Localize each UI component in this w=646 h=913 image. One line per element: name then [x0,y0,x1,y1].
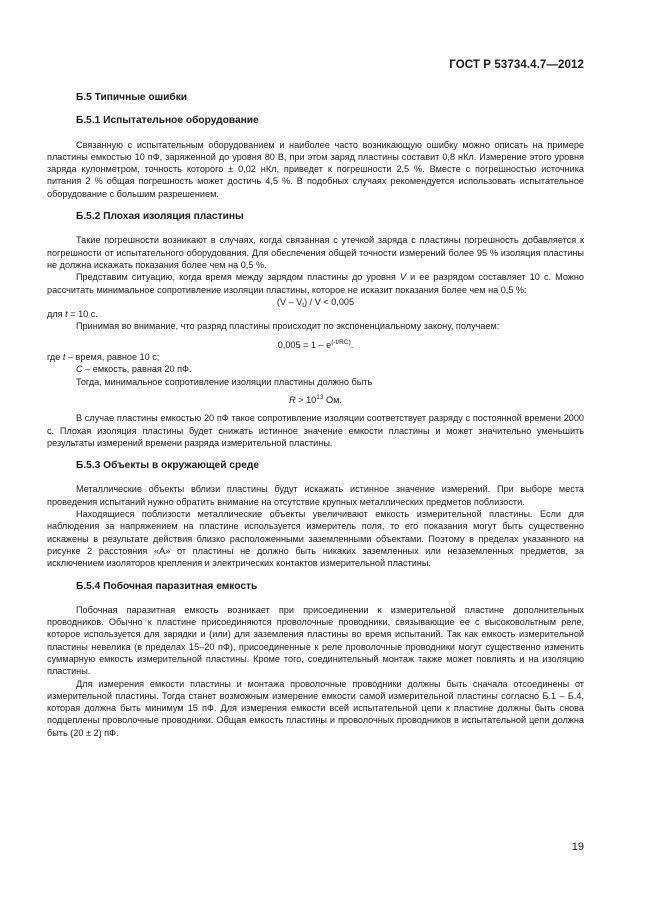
formula-1: $(V - V_t) / V < 0,005$ [276,296,355,309]
where-c: C – емкость, равная 20 пФ. [76,364,192,375]
subsection-title-b52: Б.5.2 Плохая изоляция пластины [76,211,244,223]
where-t: где t – время, равное 10 с; [47,352,160,363]
paragraph-b52-1: Такие погрешности возникают в случаях, когда связанная с утечкой заряда с пластины погрешность добавляется к погрешности от испытательного оборудования. Для обеспечения общей точности измерений более 95 % изоляция пластины не должна искажать показания более чем на 0,5 %. [47,235,584,270]
formula-3: $R > 10^{13}$ Ом. [289,393,342,405]
paragraph-b52-4: Тогда, минимальное сопротивление изоляции пластины должно быть [76,376,373,387]
paragraph-b51-1: Связанную с испытательным оборудованием и наиболее часто возникающую ошибку можно описать на примере пластины емкостью 10 пФ, заряженной до уровня 80 В, при этом заряд пластины составит 0,8 нКл. Измерение этого уровня заряда кулонметром, точность которого ± 0,02 нКл, приведет к погрешности 2,5 %. Вместе с погрешностью источника питания 2 % общая погрешность может достичь 4,5 %. В подобных случаях рекомендуется использовать испытательное оборудование с большим разрешением. [47,139,584,199]
section-title-b5: Б.5 Типичные ошибки [76,92,188,103]
paragraph-b53-1: Металлические объекты вблизи пластины будут искажать истинное значение измерений. При выборе места проведения испытаний нужно обратить внимание на отсутствие крупных металлических предметов поблизости. [47,484,584,507]
subsection-title-b53: Б.5.3 Объекты в окружающей среде [76,460,259,472]
formula-2: $0,005 = 1 - e^{(-t/RC)}$. [277,338,354,350]
document-body [47,92,584,739]
paragraph-b54-1: Побочная паразитная емкость возникает при присоединении к измерительной пластине дополнительных проводников. Обычно к пластине присоединяются проволочные проводники, связывающие ее с высоковольтным реле, которое используется для зарядки и (или) для заземления пластины во время испытаний. Так как емкость измерительной пластины невелика (в пределах 15–20 пФ), присоединенные к реле проволочные проводники могут существенно изменить суммарную емкость измерительной пластины. Кроме того, соединительный монтаж также может повлиять и на изоляцию пластины. [47,604,584,677]
paragraph-b53-2: Находящиеся поблизости металлические объекты увеличивают емкость измерительной пластины. Если для наблюдения за напряжением на пластине используется измеритель поля, то его показания могут быть существенно искажены в результате действия близко расположенными заземленными объектами. Поэтому в пределах указанного на рисунке 2 расстояния «А» от пластины не должно быть никаких заземленных или незаземленных предметов, за исключением изоляторов крепления и электрических контактов измерительной пластины. [47,509,584,569]
formula-1-condition: для t = 10 с. [47,309,98,320]
subsection-title-b51: Б.5.1 Испытательное оборудование [76,115,259,127]
paragraph-b52-3: Принимая во внимание, что разряд пластины происходит по экспоненциальному закону, получаем: [76,321,500,332]
subsection-title-b54: Б.5.4 Побочная паразитная емкость [76,580,258,592]
paragraph-b52-5: В случае пластины емкостью 20 пФ такое сопротивление изоляции соответствует разряду с постоянной времени 2000 с. Плохая изоляция пластины будет снижать истинное значение емкости пластины и может значительно уменьшить результаты измерений времени разряда измерительной пластины. [47,413,584,448]
standard-header: ГОСТ Р 53734.4.7—2012 [449,59,584,71]
page-number: 19 [571,841,584,853]
paragraph-b52-2: Представим ситуацию, когда время между зарядом пластины до уровня V и ее разрядом составляет 10 с. Можно рассчитать минимальное сопротивление изоляции пластины, которое не исказит показания более чем на 0,5 %: [47,272,585,295]
paragraph-b54-2: Для измерения емкости пластины и монтажа проволочные проводники должны быть сначала отсоединены от измерительной пластины. Тогда станет возможным измерение емкости самой измерительной пластины согласно Б.1 – Б.4, которая должна быть минимум 15 пФ. Для измерения емкости всей испытательной цепи к пластине должны быть снова подцеплены проволочные проводники. Общая емкость пластины и проволочных проводников в испытательной цепи должна быть (20 ± 2) пФ. [47,678,584,738]
